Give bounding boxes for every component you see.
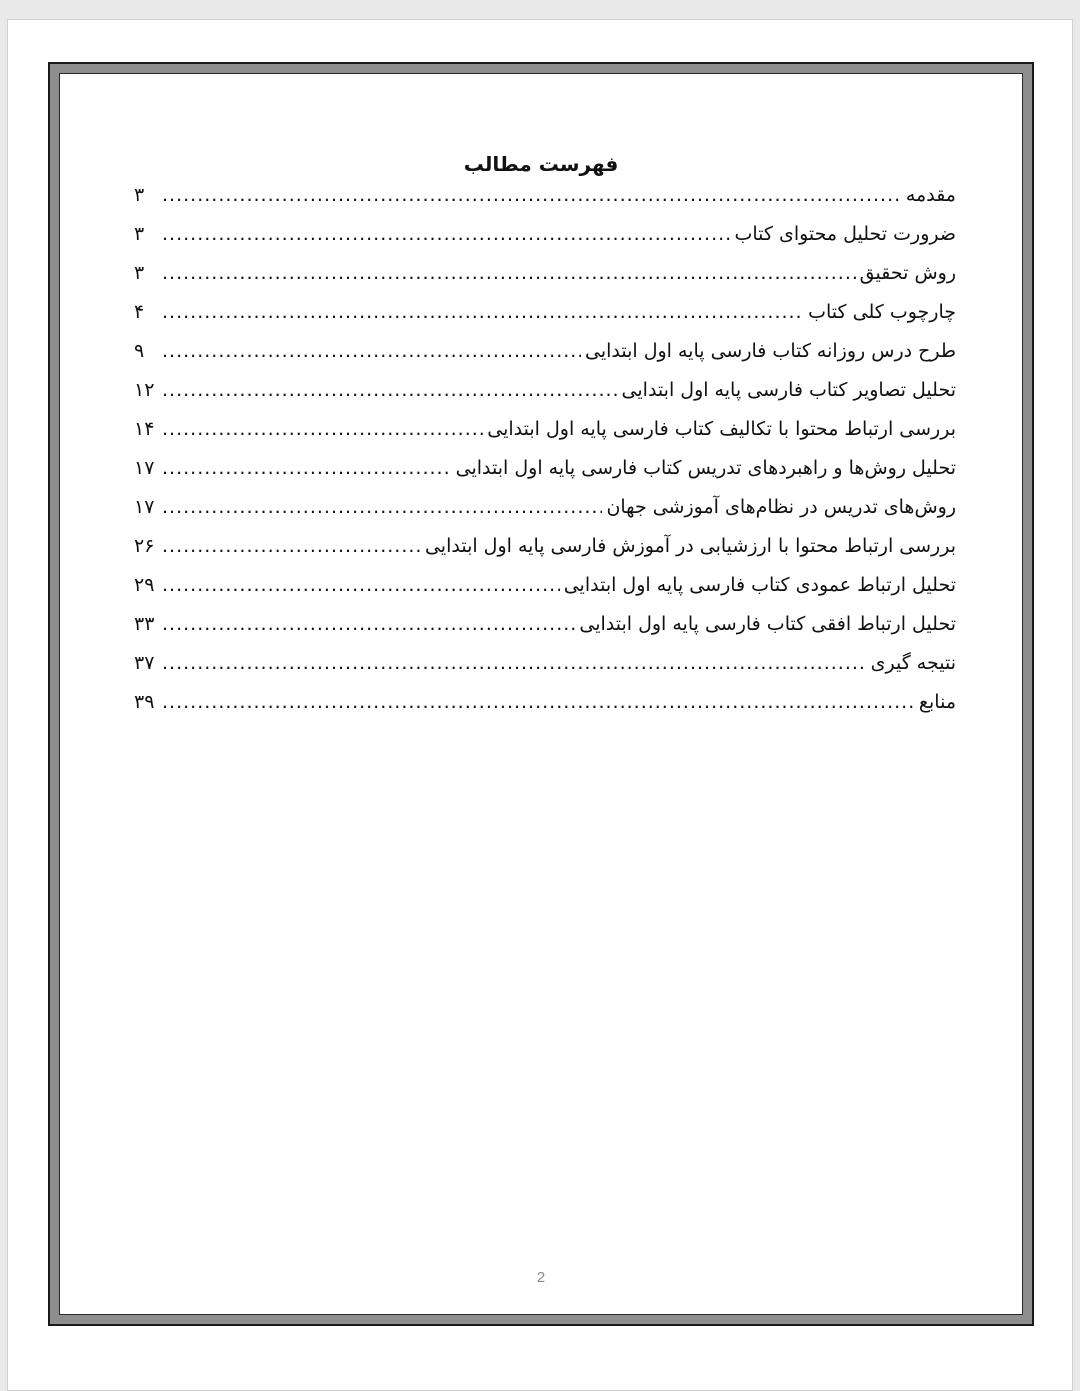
toc-entry-label: چارچوب کلی کتاب xyxy=(808,301,956,323)
toc-dot-leader xyxy=(162,379,618,401)
toc-entry-page: ۳۹ xyxy=(134,691,155,713)
toc-entry-page: ۳ xyxy=(134,223,145,245)
toc-entry-page: ۳۳ xyxy=(134,613,155,635)
page-content-area xyxy=(59,73,1023,1315)
toc-entry-label: تحلیل تصاویر کتاب فارسی پایه اول ابتدایی xyxy=(621,379,956,401)
toc-title: فهرست مطالب xyxy=(463,152,619,176)
toc-entry-label: مقدمه xyxy=(905,184,956,206)
page-number: 2 xyxy=(536,1269,546,1286)
toc-entry xyxy=(134,340,956,379)
page-border-frame xyxy=(48,62,1034,1326)
toc-dot-leader xyxy=(162,184,902,206)
toc-entry xyxy=(134,262,956,301)
toc-entry-label: تحلیل ارتباط عمودی کتاب فارسی پایه اول ابتدایی xyxy=(563,574,956,596)
toc-dot-leader xyxy=(162,262,856,284)
toc-dot-leader xyxy=(162,301,804,323)
toc-entry-page: ۲۶ xyxy=(134,535,155,557)
toc-entry-page: ۳۷ xyxy=(134,652,155,674)
toc-entry xyxy=(134,184,956,223)
toc-entry-label: نتیجه گیری xyxy=(870,652,956,674)
toc-entry-page: ۱۷ xyxy=(134,457,155,479)
document-page xyxy=(7,19,1073,1391)
toc-dot-leader xyxy=(162,691,915,713)
toc-entry xyxy=(134,379,956,418)
toc-entry-label: بررسی ارتباط محتوا با ارزشیابی در آموزش فارسی پایه اول ابتدایی xyxy=(424,535,956,557)
toc-dot-leader xyxy=(162,457,452,479)
toc-entry-page: ۳ xyxy=(134,262,145,284)
toc-entry xyxy=(134,418,956,457)
toc-entry-label: منابع xyxy=(918,691,956,713)
toc-list xyxy=(134,184,956,730)
toc-entry xyxy=(134,613,956,652)
toc-dot-leader xyxy=(162,418,483,440)
toc-entry-page: ۴ xyxy=(134,301,145,323)
toc-dot-leader xyxy=(162,613,575,635)
toc-dot-leader xyxy=(162,223,730,245)
toc-entry-page: ۱۴ xyxy=(134,418,155,440)
toc-entry xyxy=(134,652,956,691)
toc-entry-label: روش تحقیق xyxy=(859,262,956,284)
toc-entry-page: ۲۹ xyxy=(134,574,155,596)
toc-dot-leader xyxy=(162,574,560,596)
toc-dot-leader xyxy=(162,535,421,557)
toc-entry xyxy=(134,301,956,340)
toc-entry-label: تحلیل ارتباط افقی کتاب فارسی پایه اول ابتدایی xyxy=(579,613,956,635)
toc-dot-leader xyxy=(162,340,581,362)
toc-entry-label: ضرورت تحلیل محتوای کتاب xyxy=(734,223,956,245)
toc-entry xyxy=(134,457,956,496)
toc-entry xyxy=(134,574,956,613)
toc-entry-label: روش‌های تدریس در نظام‌های آموزشی جهان xyxy=(606,496,956,518)
toc-entry-page: ۳ xyxy=(134,184,145,206)
toc-entry-label: بررسی ارتباط محتوا با تکالیف کتاب فارسی پایه اول ابتدایی xyxy=(487,418,956,440)
toc-dot-leader xyxy=(162,496,602,518)
toc-entry xyxy=(134,691,956,730)
toc-entry xyxy=(134,535,956,574)
toc-entry-page: ۱۲ xyxy=(134,379,155,401)
toc-entry-page: ۱۷ xyxy=(134,496,155,518)
toc-entry xyxy=(134,223,956,262)
toc-entry xyxy=(134,496,956,535)
toc-entry-page: ۹ xyxy=(134,340,145,362)
toc-dot-leader xyxy=(162,652,867,674)
toc-entry-label: تحلیل روش‌ها و راهبردهای تدریس کتاب فارسی پایه اول ابتدایی xyxy=(455,457,956,479)
toc-entry-label: طرح درس روزانه کتاب فارسی پایه اول ابتدایی xyxy=(584,340,956,362)
